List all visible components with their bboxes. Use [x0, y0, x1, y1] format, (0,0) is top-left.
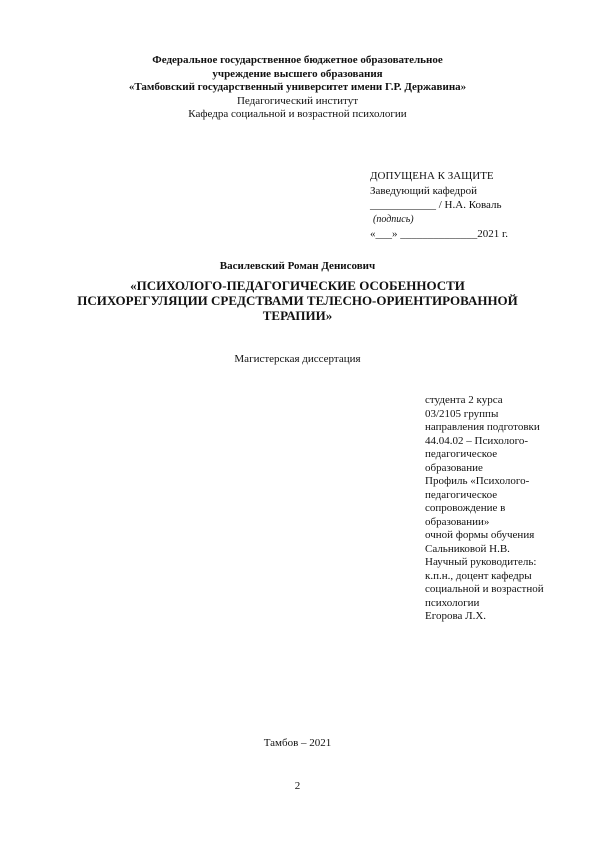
details-line: студента 2 курса	[425, 394, 503, 406]
approval-position: Заведующий кафедрой	[370, 184, 477, 197]
header-line-department: Кафедра социальной и возрастной психологии	[188, 108, 407, 120]
thesis-title-line-3: ТЕРАПИИ»	[262, 308, 333, 323]
approval-heading: ДОПУЩЕНА К ЗАЩИТЕ	[370, 170, 494, 182]
details-line: педагогическое	[425, 488, 498, 501]
details-line: Егорова Л.Х.	[425, 610, 487, 622]
institution-header	[0, 54, 595, 122]
details-line: Сальниковой Н.В.	[425, 542, 510, 555]
thesis-title	[0, 278, 595, 323]
details-line: очной формы обучения	[425, 529, 535, 541]
details-line: к.п.н., доцент кафедры	[425, 569, 532, 582]
details-line: направления подготовки	[425, 421, 540, 433]
details-line: психологии	[425, 596, 480, 609]
details-line: 03/2105 группы	[425, 407, 499, 420]
header-line-institution-type: учреждение высшего образования	[212, 67, 383, 80]
approval-signature-line: ____________ / Н.А. Коваль	[370, 199, 502, 211]
city-year: Тамбов – 2021	[263, 737, 332, 749]
author-name: Василевский Роман Денисович	[219, 260, 376, 272]
page-number: 2	[294, 780, 301, 792]
approval-block	[370, 169, 508, 242]
details-line: 44.04.02 – Психолого-	[425, 434, 529, 447]
approval-date-line: «___» ______________2021 г.	[370, 228, 509, 240]
details-line: педагогическое	[425, 448, 498, 460]
student-details-block	[425, 394, 544, 624]
details-line: Научный руководитель:	[425, 556, 537, 568]
thesis-title-line-2: ПСИХОРЕГУЛЯЦИИ СРЕДСТВАМИ ТЕЛЕСНО-ОРИЕНТИРОВАННОЙ	[77, 293, 518, 308]
details-line: социальной и возрастной	[425, 583, 544, 595]
approval-signature-note: (подпись)	[373, 213, 414, 225]
header-line-university: «Тамбовский государственный университет имени Г.Р. Державина»	[128, 81, 467, 93]
document-type: Магистерская диссертация	[234, 353, 361, 365]
details-line: образование	[425, 461, 483, 474]
details-line: сопровождение в	[425, 502, 506, 514]
header-line-ministry: Федеральное государственное бюджетное образовательное	[152, 54, 443, 66]
thesis-title-line-1: «ПСИХОЛОГО-ПЕДАГОГИЧЕСКИЕ ОСОБЕННОСТИ	[130, 278, 465, 293]
details-line: образовании»	[425, 515, 490, 528]
details-line: Профиль «Психолого-	[425, 475, 530, 487]
header-line-institute: Педагогический институт	[236, 94, 359, 107]
